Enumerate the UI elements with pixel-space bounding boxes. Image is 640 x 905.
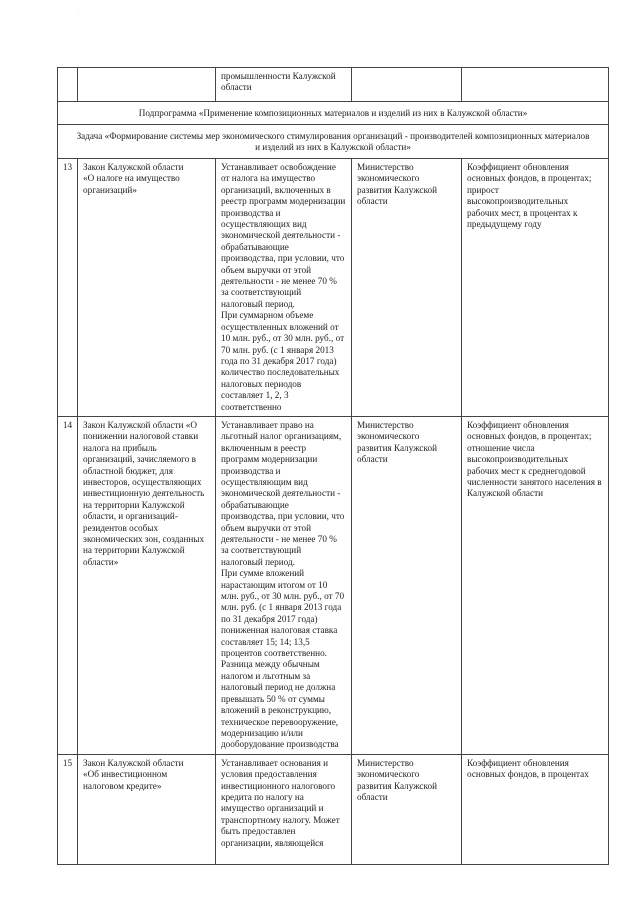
row-number: 15 [58,754,78,864]
executor: Министерство экономического развития Калужской области [352,416,462,754]
indicator: Коэффициент обновления основных фондов, в процентах; отношение числа высокопроизводительных рабочих мест к среднегодовой численности занятого населения в Калужской области [462,416,609,754]
task-title: Задача «Формирование системы мер экономического стимулирования организаций - производителей композиционных материалов и изделий из них в Калужской области» [58,125,609,159]
table-row [58,159,609,417]
row-number: 14 [58,416,78,754]
executor: Министерство экономического развития Калужской области [352,754,462,864]
cell-num [58,68,78,102]
subprogram-row [58,102,609,125]
measures-table [57,67,609,865]
indicator: Коэффициент обновления основных фондов, в процентах; прирост высокопроизводительных рабочих мест, в процентах к предыдущему году [462,159,609,417]
law-description: Устанавливает право на льготный налог организациям, включенным в реестр программ модернизации производства и осуществляющим вид экономической деятельности - обрабатывающие производства, при условии, что объем выручки от этой деятельности - не менее 70 % за соответствующий налоговый период. При сумме вложений нарастающим итогом от 10 млн. руб., от 30 млн. руб., от 70 млн. руб. (с 1 января 2013 года по 31 декабря 2017 года) пониженная налоговая ставка составляет 15; 14; 13,5 процентов соответственно. Разница между обычным налогом и льготным за налоговый период не должна превышать 50 % от суммы вложений в реконструкцию, техническое перевооружение, модернизацию и/или дооборудование производства [216,416,352,754]
table-row [58,754,609,864]
cell-law [78,68,216,102]
cell-description: промышленности Калужской области [216,68,352,102]
task-row [58,125,609,159]
law-description: Устанавливает освобождение от налога на имущество организаций, включенных в реестр программ модернизации производства и осуществляющих вид экономической деятельности - обрабатывающие производства, при условии, что объем выручки от этой деятельности - не менее 70 % за соответствующий налоговый период. При суммарном объеме осуществленных вложений от 10 млн. руб., от 30 млн. руб., от 70 млн. руб. (с 1 января 2013 года по 31 декабря 2017 года) количество последовательных налоговых периодов составляет 1, 2, 3 соответственно [216,159,352,417]
table-row-continuation [58,68,609,102]
law-name: Закон Калужской области «Об инвестиционном налоговом кредите» [78,754,216,864]
law-name: Закон Калужской области «О понижении налоговой ставки налога на прибыль организаций, зачисляемого в областной бюджет, для инвесторов, осуществляющих инвестиционную деятельность на территории Калужской области, и организаций- резидентов особых экономических зон, созданных на территории Калужской области» [78,416,216,754]
subprogram-title: Подпрограмма «Применение композиционных материалов и изделий из них в Калужской области» [58,102,609,125]
row-number: 13 [58,159,78,417]
cell-indicator [462,68,609,102]
law-name: Закон Калужской области «О налоге на имущество организаций» [78,159,216,417]
cell-executor [352,68,462,102]
law-description: Устанавливает основания и условия предоставления инвестиционного налогового кредита по налогу на имущество организаций и транспортному налогу. Может быть предоставлен организации, являющейся [216,754,352,864]
table-row [58,416,609,754]
scan-mark: · [78,8,80,14]
indicator: Коэффициент обновления основных фондов, в процентах [462,754,609,864]
executor: Министерство экономического развития Калужской области [352,159,462,417]
